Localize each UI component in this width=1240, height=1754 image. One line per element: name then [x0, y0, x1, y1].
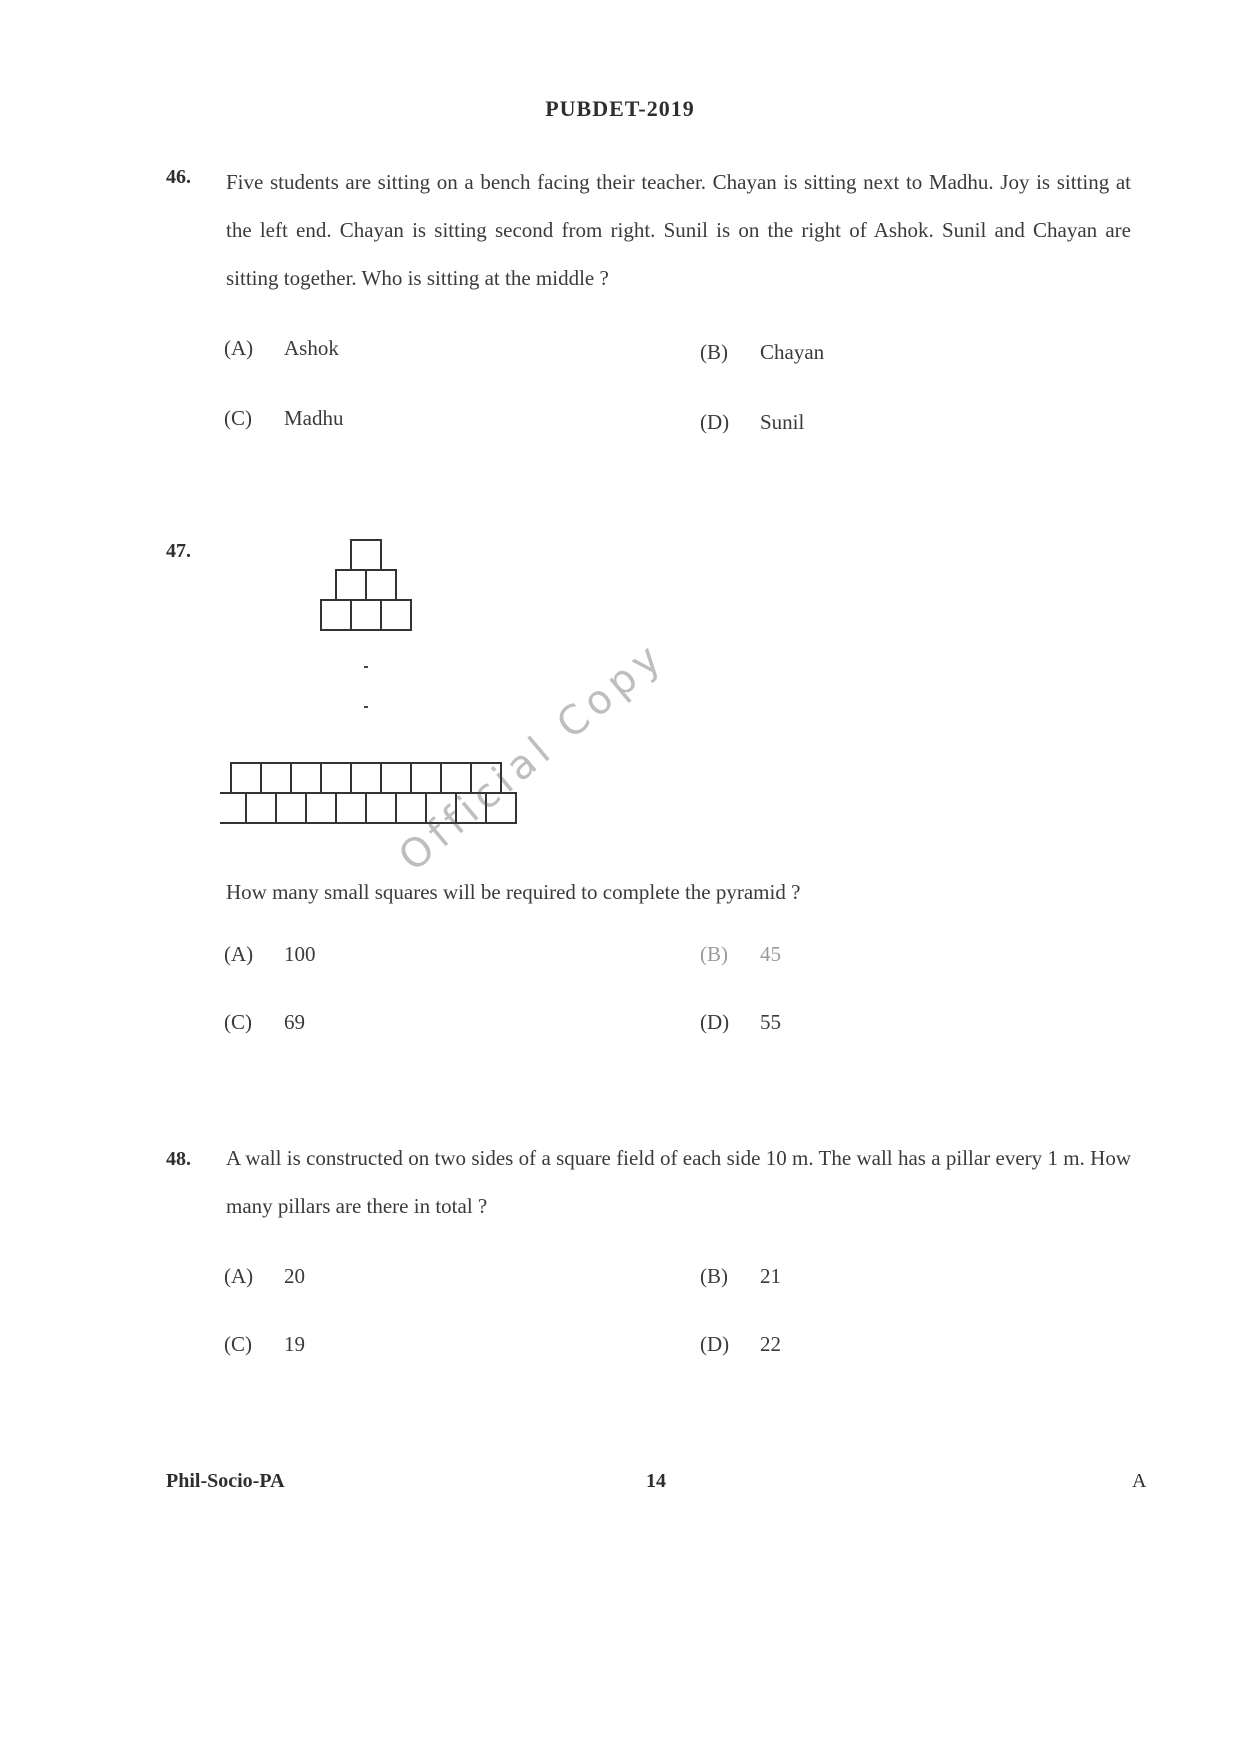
question-47-text: How many small squares will be required to complete the pyramid ?: [226, 880, 801, 904]
question-48-option-c: [224, 1332, 305, 1357]
question-48-option-d: [700, 1332, 781, 1357]
option-text: Sunil: [760, 410, 805, 434]
pyramid-square: [411, 763, 441, 793]
question-46-number: 46.: [166, 166, 191, 188]
option-label: (C): [224, 1010, 252, 1034]
footer-booklet-set: A: [1132, 1470, 1147, 1492]
footer-paper-code: Phil-Socio-PA: [166, 1470, 285, 1492]
option-label: (C): [224, 1332, 252, 1356]
pyramid-square: [351, 600, 381, 630]
option-text: 21: [760, 1264, 781, 1288]
question-46-option-c: [224, 406, 344, 431]
option-label: (A): [224, 1264, 254, 1288]
option-text: Chayan: [760, 340, 825, 364]
pyramid-square: [336, 570, 366, 600]
option-text: Ashok: [284, 336, 339, 360]
question-47-option-d: [700, 1010, 781, 1035]
pyramid-square: [321, 600, 351, 630]
option-label: (B): [700, 1264, 728, 1288]
question-47-number: 47.: [166, 540, 191, 562]
option-text: 22: [760, 1332, 781, 1356]
option-label: (D): [700, 410, 730, 434]
page-header-title: PUBDET-2019: [545, 96, 695, 121]
pyramid-square: [381, 763, 411, 793]
pyramid-square: [291, 763, 321, 793]
question-46-option-b: [700, 340, 824, 365]
pyramid-square: [351, 763, 381, 793]
question-47-option-b: [700, 942, 781, 967]
question-48-number: 48.: [166, 1148, 191, 1170]
option-text: 20: [284, 1264, 305, 1288]
pyramid-square: [321, 763, 351, 793]
option-text: 45: [760, 942, 781, 966]
question-48-text: A wall is constructed on two sides of a square field of each side 10 m. The wall has a pillar every 1 m. How many pillars are there in total ?: [226, 1146, 1131, 1218]
question-47-option-a: [224, 942, 316, 967]
pyramid-square: [351, 540, 381, 570]
pyramid-square: [366, 570, 396, 600]
pyramid-square: [246, 793, 276, 823]
pyramid-square: [306, 793, 336, 823]
pyramid-top-rows: [321, 540, 411, 630]
question-46-text: Five students are sitting on a bench facing their teacher. Chayan is sitting next to Madhu. Joy is sitting at the left end. Chayan is sitting second from right. Sunil is on the right of Ashok. Sunil and Chayan are sitting together. Who is sitting at the middle ?: [226, 170, 1131, 290]
pyramid-square: [276, 793, 306, 823]
pyramid-square: [220, 793, 246, 823]
option-text: 55: [760, 1010, 781, 1034]
official-copy-watermark: Official Copy: [390, 632, 674, 881]
option-label: (B): [700, 942, 728, 966]
option-text: 19: [284, 1332, 305, 1356]
question-48-option-a: [224, 1264, 305, 1289]
option-text: 100: [284, 942, 316, 966]
continuation-dots: [364, 666, 368, 708]
footer-page-number: 14: [646, 1470, 666, 1492]
option-label: (A): [224, 336, 254, 360]
option-label: (D): [700, 1010, 730, 1034]
option-label: (B): [700, 340, 728, 364]
option-text: Madhu: [284, 406, 344, 430]
dot-1: [364, 666, 368, 668]
question-47-option-c: [224, 1010, 305, 1035]
dot-2: [364, 706, 368, 708]
question-48-option-b: [700, 1264, 781, 1289]
option-text: 69: [284, 1010, 305, 1034]
option-label: (A): [224, 942, 254, 966]
pyramid-square: [231, 763, 261, 793]
pyramid-square: [261, 763, 291, 793]
question-46-option-d: [700, 410, 804, 435]
pyramid-square: [336, 793, 366, 823]
option-label: (D): [700, 1332, 730, 1356]
pyramid-square: [366, 793, 396, 823]
question-46-option-a: [224, 336, 339, 361]
pyramid-square: [381, 600, 411, 630]
option-label: (C): [224, 406, 252, 430]
